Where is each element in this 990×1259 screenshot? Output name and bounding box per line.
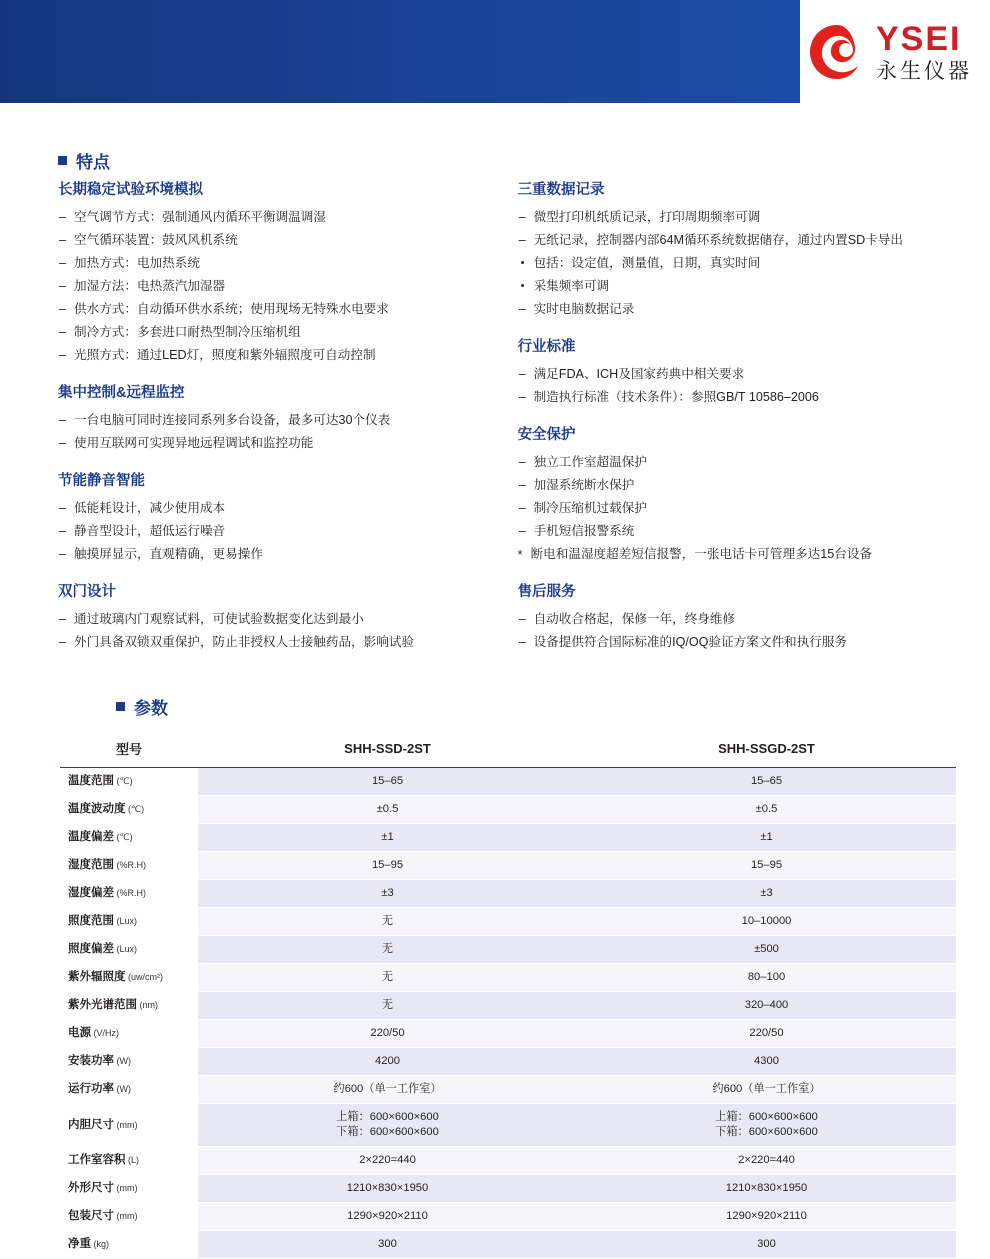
feature-group: [518, 423, 938, 566]
feature-list: [58, 608, 518, 654]
feature-group: [518, 178, 938, 321]
spec-row-label-text: 运行功率: [68, 1083, 114, 1095]
spec-cell-b: 4300: [577, 1048, 956, 1076]
feature-list-item: – 手机短信报警系统: [518, 520, 938, 543]
spec-row-label-text: 湿度范围: [68, 859, 114, 871]
spec-row-unit: (℃): [114, 832, 133, 842]
spec-row-label-text: 外形尺寸: [68, 1182, 114, 1194]
spec-row-label-text: 内胆尺寸: [68, 1118, 114, 1131]
feature-group: [58, 580, 518, 654]
feature-group: [58, 381, 518, 455]
spec-cell-a: 15–95: [198, 852, 577, 880]
table-row: [60, 1020, 956, 1048]
spec-row-unit: (Lux): [114, 944, 138, 954]
spec-row-unit: (uw/cm²): [125, 972, 163, 982]
feature-group-title: 行业标准: [517, 339, 576, 355]
feature-group-title: 售后服务: [517, 584, 576, 600]
table-row: [60, 768, 956, 796]
spec-row-label: [60, 852, 198, 880]
feature-list-item: – 独立工作室超温保护: [518, 451, 938, 474]
feature-list-item: – 制冷压缩机过载保护: [518, 497, 938, 520]
feature-group: [58, 469, 518, 566]
spec-row-label: [60, 880, 198, 908]
table-row: [60, 1231, 956, 1259]
spec-row-label-text: 照度偏差: [68, 943, 114, 955]
features-title-text: 特点: [76, 153, 110, 172]
company-logo: [722, 6, 972, 98]
spec-cell-b: 2×220=440: [577, 1147, 956, 1175]
feature-group-title: 三重数据记录: [517, 182, 605, 198]
spec-row-unit: (℃): [114, 776, 133, 786]
spec-cell-a: ±1: [198, 824, 577, 852]
feature-list: [518, 451, 938, 566]
feature-list-item: * 断电和温湿度超差短信报警，一张电话卡可管理多达15台设备: [518, 543, 938, 566]
params-section-title: [116, 694, 168, 719]
header-blue-band: [0, 0, 800, 103]
spec-cell-b: ±1: [577, 824, 956, 852]
feature-list-item: – 空气调节方式：强制通风内循环平衡调温调湿: [58, 206, 518, 229]
feature-group-title: 长期稳定试验环境模拟: [58, 182, 203, 198]
spec-row-unit: (nm): [137, 1000, 158, 1010]
spec-row-unit: (%R.H): [114, 860, 146, 870]
feature-list-item: – 通过玻璃内门观察试料，可使试验数据变化达到最小: [58, 608, 518, 631]
feature-list: [518, 206, 938, 321]
spec-header-col-a: SHH-SSD-2ST: [198, 730, 577, 768]
spec-row-label-text: 照度范围: [68, 915, 114, 927]
table-row: [60, 936, 956, 964]
feature-list: [518, 608, 938, 654]
spec-cell-b: 80–100: [577, 964, 956, 992]
spec-row-unit: (V/Hz): [91, 1028, 119, 1038]
feature-list: [58, 206, 518, 367]
table-row: [60, 964, 956, 992]
spec-row-label: [60, 1175, 198, 1203]
feature-list-item: – 使用互联网可实现异地远程调试和监控功能: [58, 432, 518, 455]
spec-row-unit: (%R.H): [114, 888, 146, 898]
spec-cell-b: ±500: [577, 936, 956, 964]
feature-list-item: – 制造执行标准（技术条件）：参照GB/T 10586–2006: [518, 386, 938, 409]
feature-group: [518, 580, 938, 654]
feature-list: [58, 497, 518, 566]
spec-cell-a: 上箱：600×600×600 下箱：600×600×600: [198, 1104, 577, 1147]
spec-cell-b: 300: [577, 1231, 956, 1259]
spec-row-label-text: 温度偏差: [68, 831, 114, 843]
spec-row-label-text: 紫外光谱范围: [68, 999, 137, 1011]
feature-list: [58, 409, 518, 455]
logo-text-en: YSEI: [876, 20, 962, 58]
spec-row-label: [60, 964, 198, 992]
table-row: [60, 1203, 956, 1231]
spec-cell-a: 约600（单一工作室）: [198, 1076, 577, 1104]
feature-list-item: – 静音型设计，超低运行噪音: [58, 520, 518, 543]
bullet-square-icon: [58, 156, 67, 165]
spec-row-label: [60, 1076, 198, 1104]
feature-list-item: – 空气循环装置：鼓风风机系统: [58, 229, 518, 252]
spec-cell-b: ±3: [577, 880, 956, 908]
spec-table-body: [60, 768, 956, 1259]
spec-row-unit: (mm): [114, 1211, 138, 1221]
spec-cell-b: 10–10000: [577, 908, 956, 936]
spec-row-label-text: 温度范围: [68, 775, 114, 787]
logo-mark-icon: [806, 21, 868, 83]
spec-row-label: [60, 1231, 198, 1259]
spec-table: [60, 730, 956, 1259]
spec-row-unit: (kg): [91, 1239, 109, 1249]
table-row: [60, 1175, 956, 1203]
spec-row-label-text: 温度波动度: [68, 803, 126, 815]
spec-cell-b: 约600（单一工作室）: [577, 1076, 956, 1104]
spec-cell-a: 1290×920×2110: [198, 1203, 577, 1231]
logo-text-cn: 永生仪器: [876, 60, 972, 83]
feature-list-item: – 设备提供符合国际标准的IQ/OQ验证方案文件和执行服务: [518, 631, 938, 654]
features-content: [58, 178, 938, 668]
feature-list-item: – 加湿方法：电热蒸汽加湿器: [58, 275, 518, 298]
table-row: [60, 824, 956, 852]
spec-cell-b: 上箱：600×600×600 下箱：600×600×600: [577, 1104, 956, 1147]
features-section-title: [58, 148, 110, 173]
spec-row-label-text: 安装功率: [68, 1055, 114, 1067]
spec-cell-a: 2×220=440: [198, 1147, 577, 1175]
spec-cell-a: 220/50: [198, 1020, 577, 1048]
spec-row-unit: (L): [125, 1155, 139, 1165]
spec-row-unit: (Lux): [114, 916, 138, 926]
table-row: [60, 1147, 956, 1175]
spec-cell-b: 320–400: [577, 992, 956, 1020]
spec-cell-a: ±3: [198, 880, 577, 908]
table-row: [60, 1048, 956, 1076]
feature-group-title: 集中控制&远程监控: [58, 385, 185, 401]
spec-cell-b: 15–65: [577, 768, 956, 796]
spec-row-label-text: 工作室容积: [68, 1154, 126, 1166]
page-header: [0, 0, 990, 110]
table-row: [60, 1076, 956, 1104]
feature-list-item: – 低能耗设计，减少使用成本: [58, 497, 518, 520]
spec-row-label: [60, 1147, 198, 1175]
spec-row-label: [60, 768, 198, 796]
spec-header-col-b: SHH-SSGD-2ST: [577, 730, 956, 768]
spec-cell-b: 15–95: [577, 852, 956, 880]
spec-row-unit: (℃): [125, 804, 145, 814]
spec-table-header-row: [60, 730, 956, 768]
spec-row-label-text: 湿度偏差: [68, 887, 114, 899]
table-row: [60, 796, 956, 824]
spec-cell-a: 无: [198, 992, 577, 1020]
feature-list-item: – 满足FDA、ICH及国家药典中相关要求: [518, 363, 938, 386]
params-title-text: 参数: [134, 699, 168, 718]
spec-cell-b: 220/50: [577, 1020, 956, 1048]
spec-row-label: [60, 1020, 198, 1048]
spec-cell-b: 1290×920×2110: [577, 1203, 956, 1231]
spec-row-label: [60, 1048, 198, 1076]
spec-row-unit: (W): [114, 1084, 131, 1094]
spec-cell-a: 1210×830×1950: [198, 1175, 577, 1203]
spec-row-unit: (mm): [114, 1119, 138, 1130]
feature-list-item: – 制冷方式：多套进口耐热型制冷压缩机组: [58, 321, 518, 344]
spec-row-label-text: 净重: [68, 1238, 91, 1250]
spec-cell-b: ±0.5: [577, 796, 956, 824]
spec-row-label-text: 紫外辐照度: [68, 971, 126, 983]
feature-list-item: – 一台电脑可同时连接同系列多台设备，最多可达30个仪表: [58, 409, 518, 432]
spec-cell-a: 300: [198, 1231, 577, 1259]
spec-row-unit: (W): [114, 1056, 131, 1066]
spec-row-label: [60, 796, 198, 824]
spec-row-label: [60, 1203, 198, 1231]
spec-cell-a: 无: [198, 936, 577, 964]
table-row: [60, 1104, 956, 1147]
feature-list-item: – 加热方式：电加热系统: [58, 252, 518, 275]
feature-list-item: – 光照方式：通过LED灯，照度和紫外辐照度可自动控制: [58, 344, 518, 367]
spec-row-label: [60, 992, 198, 1020]
spec-row-label: [60, 908, 198, 936]
spec-row-unit: (mm): [114, 1183, 138, 1193]
table-row: [60, 992, 956, 1020]
feature-group-title: 节能静音智能: [58, 473, 145, 489]
table-row: [60, 908, 956, 936]
feature-list-item: – 加湿系统断水保护: [518, 474, 938, 497]
spec-row-label-text: 电源: [68, 1027, 91, 1039]
spec-row-label: [60, 936, 198, 964]
feature-list: [518, 363, 938, 409]
spec-cell-a: 4200: [198, 1048, 577, 1076]
spec-cell-a: 无: [198, 908, 577, 936]
feature-group: [58, 178, 518, 367]
feature-group: [518, 335, 938, 409]
feature-list-item: • 采集频率可调: [518, 275, 938, 298]
spec-row-label-text: 包装尺寸: [68, 1210, 114, 1222]
spec-row-label: [60, 824, 198, 852]
spec-cell-b: 1210×830×1950: [577, 1175, 956, 1203]
feature-list-item: • 包括：设定值，测量值，日期，真实时间: [518, 252, 938, 275]
feature-group-title: 双门设计: [58, 584, 116, 600]
spec-cell-a: 无: [198, 964, 577, 992]
table-row: [60, 852, 956, 880]
feature-list-item: – 无纸记录，控制器内部64M循环系统数据储存，通过内置SD卡导出: [518, 229, 938, 252]
spec-row-label: [60, 1104, 198, 1147]
spec-table-head: [60, 730, 956, 768]
features-right-column: [518, 178, 938, 668]
feature-list-item: – 供水方式：自动循环供水系统；使用现场无特殊水电要求: [58, 298, 518, 321]
feature-list-item: – 实时电脑数据记录: [518, 298, 938, 321]
feature-list-item: – 微型打印机纸质记录，打印周期频率可调: [518, 206, 938, 229]
spec-cell-a: ±0.5: [198, 796, 577, 824]
table-row: [60, 880, 956, 908]
features-left-column: [58, 178, 518, 668]
feature-list-item: – 外门具备双锁双重保护，防止非授权人士接触药品，影响试验: [58, 631, 518, 654]
bullet-square-icon: [116, 702, 125, 711]
spec-cell-a: 15–65: [198, 768, 577, 796]
spec-header-model: 型号: [60, 730, 198, 768]
feature-list-item: – 触摸屏显示，直观精确，更易操作: [58, 543, 518, 566]
feature-list-item: – 自动收合格起，保修一年，终身维修: [518, 608, 938, 631]
feature-group-title: 安全保护: [517, 427, 576, 443]
